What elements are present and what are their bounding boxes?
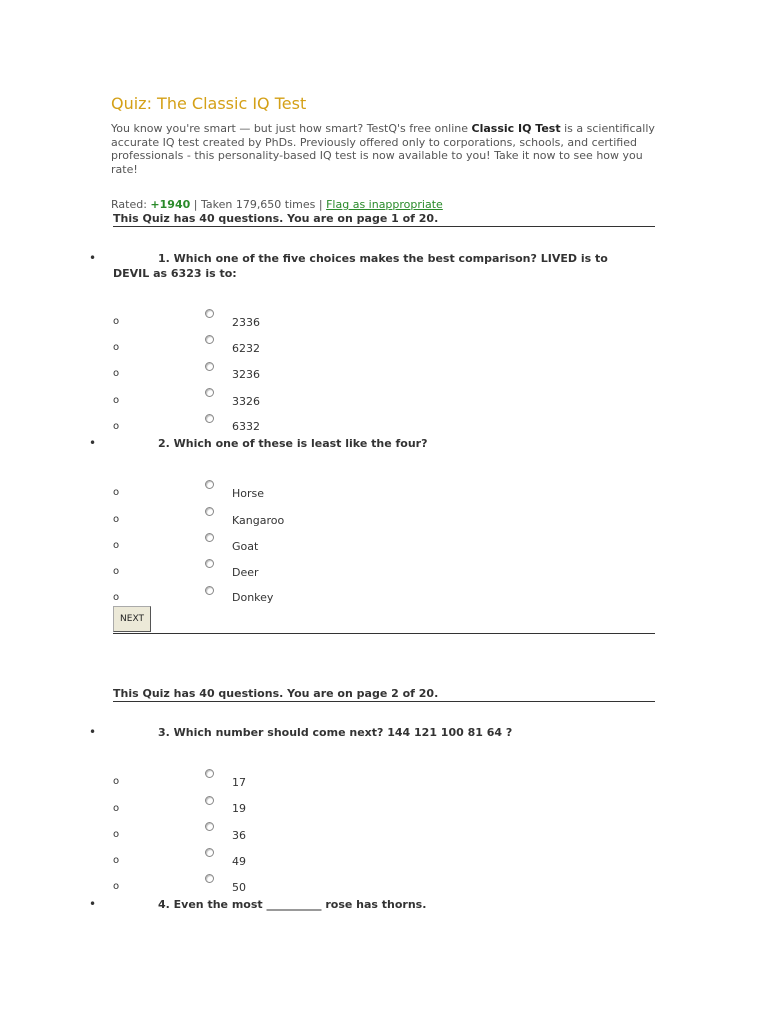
radio-q3-opt5[interactable] (205, 874, 214, 883)
radio-q1-opt1[interactable] (205, 309, 214, 318)
option-label: 6232 (232, 342, 260, 355)
option-bullet: o (113, 855, 120, 866)
radio-q1-opt2[interactable] (205, 335, 214, 344)
page-divider (113, 633, 655, 634)
option-bullet: o (113, 803, 120, 814)
option-bullet: o (113, 829, 120, 840)
question-1: 1. Which one of the five choices makes the best comparison? LIVED is to DEVIL as 6323 is to: (113, 252, 608, 280)
question-4: 4. Even the most __________ rose has thorns. (158, 898, 427, 911)
option-label: Deer (232, 566, 259, 579)
option-label: 3236 (232, 368, 260, 381)
option-bullet: o (113, 395, 120, 406)
option-label: 6332 (232, 420, 260, 433)
question-2: 2. Which one of these is least like the four? (158, 437, 428, 450)
question-3: 3. Which number should come next? 144 121 100 81 64 ? (158, 726, 513, 739)
question-bullet: • (89, 725, 97, 739)
quiz-meta: Rated: +1940 | Taken 179,650 times | Flag as inappropriate (111, 198, 443, 211)
option-bullet: o (113, 540, 120, 551)
radio-q3-opt3[interactable] (205, 822, 214, 831)
radio-q2-opt1[interactable] (205, 480, 214, 489)
next-button[interactable]: NEXT (113, 606, 151, 632)
rating-score: +1940 (150, 198, 191, 211)
option-bullet: o (113, 316, 120, 327)
radio-q1-opt4[interactable] (205, 388, 214, 397)
option-label: Goat (232, 540, 259, 553)
option-bullet: o (113, 342, 120, 353)
radio-q1-opt5[interactable] (205, 414, 214, 423)
question-bullet: • (89, 436, 97, 450)
option-label: Donkey (232, 591, 274, 604)
option-label: 36 (232, 829, 246, 842)
option-bullet: o (113, 566, 120, 577)
option-label: Kangaroo (232, 514, 285, 527)
option-label: 49 (232, 855, 246, 868)
option-bullet: o (113, 421, 120, 432)
radio-q2-opt4[interactable] (205, 559, 214, 568)
radio-q2-opt5[interactable] (205, 586, 214, 595)
option-bullet: o (113, 514, 120, 525)
option-label: 2336 (232, 316, 260, 329)
option-label: 17 (232, 776, 246, 789)
question-bullet: • (89, 251, 97, 265)
radio-q3-opt1[interactable] (205, 769, 214, 778)
option-label: 50 (232, 881, 246, 894)
option-bullet: o (113, 881, 120, 892)
flag-link[interactable]: Flag as inappropriate (326, 198, 443, 211)
option-bullet: o (113, 592, 120, 603)
page-info-1: This Quiz has 40 questions. You are on page 1 of 20. (113, 212, 655, 227)
option-bullet: o (113, 368, 120, 379)
option-label: 19 (232, 802, 246, 815)
radio-q2-opt2[interactable] (205, 507, 214, 516)
page-title: Quiz: The Classic IQ Test (111, 94, 307, 113)
option-label: Horse (232, 487, 265, 500)
question-bullet: • (89, 897, 97, 911)
radio-q1-opt3[interactable] (205, 362, 214, 371)
radio-q3-opt2[interactable] (205, 796, 214, 805)
option-bullet: o (113, 487, 120, 498)
page-info-2: This Quiz has 40 questions. You are on page 2 of 20. (113, 687, 655, 702)
radio-q2-opt3[interactable] (205, 533, 214, 542)
quiz-description: You know you're smart — but just how smart? TestQ's free online Classic IQ Test is a scientifically accurate IQ test created by PhDs. Previously offered only to corporations, schools, and certified professionals - this personality-based IQ test is now available to you! Take it now to see how you rate! (111, 122, 655, 176)
option-label: 3326 (232, 395, 260, 408)
radio-q3-opt4[interactable] (205, 848, 214, 857)
quiz-name-bold: Classic IQ Test (471, 122, 561, 135)
option-bullet: o (113, 776, 120, 787)
